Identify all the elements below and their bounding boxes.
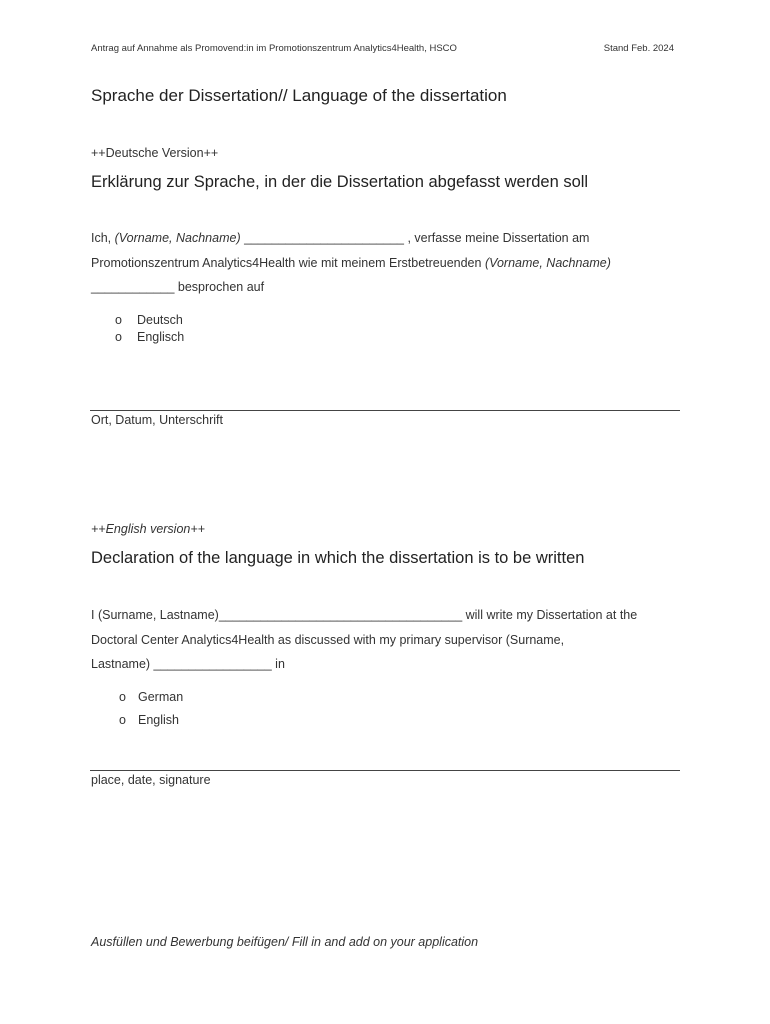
- footer-note: Ausfüllen und Bewerbung beifügen/ Fill in and add on your application: [91, 935, 479, 949]
- english-line-2: Doctoral Center Analytics4Health as discussed with my primary supervisor (Surname,: [91, 632, 565, 647]
- option-label: Deutsch: [137, 313, 183, 327]
- english-paragraph: [91, 603, 691, 677]
- german-paragraph: [91, 226, 691, 300]
- german-line-2-start: Promotionszentrum Analytics4Health wie mit meinem Erstbetreuenden: [91, 255, 485, 270]
- german-heading: Erklärung zur Sprache, in der die Dissertation abgefasst werden soll: [91, 173, 589, 191]
- option-label: German: [138, 690, 184, 704]
- german-line-2: [91, 251, 691, 276]
- german-supervisor-hint: (Vorname, Nachname): [484, 255, 611, 270]
- english-option-english[interactable]: [119, 713, 179, 727]
- english-line-3: Lastname) _________________ in: [91, 657, 285, 671]
- option-bullet-icon: o: [119, 690, 126, 704]
- german-option-deutsch[interactable]: [115, 313, 183, 327]
- german-line-1-start: Ich,: [91, 231, 115, 245]
- header-date: Stand Feb. 2024: [603, 43, 674, 54]
- option-bullet-icon: o: [119, 713, 126, 727]
- english-heading: Declaration of the language in which the dissertation is to be written: [91, 549, 585, 567]
- german-line-1-end: _______________________ , verfasse meine Dissertation am: [240, 231, 590, 245]
- option-bullet-icon: o: [115, 330, 122, 344]
- german-signature-caption: Ort, Datum, Unterschrift: [91, 413, 223, 427]
- header-left-text: Antrag auf Annahme als Promovend:in im Promotionszentrum Analytics4Health, HSCO: [91, 43, 457, 54]
- english-version-label: ++English version++: [91, 522, 205, 536]
- german-option-englisch[interactable]: [115, 330, 184, 344]
- german-version-label: ++Deutsche Version++: [91, 146, 219, 160]
- option-bullet-icon: o: [115, 313, 122, 327]
- option-label: English: [138, 713, 179, 727]
- german-line-3: ____________ besprochen auf: [91, 280, 265, 294]
- english-option-german[interactable]: [119, 690, 183, 704]
- page-title: Sprache der Dissertation// Language of the dissertation: [91, 86, 507, 105]
- german-signature-line: [90, 410, 680, 411]
- german-name-hint: (Vorname, Nachname): [114, 231, 241, 245]
- option-label: Englisch: [137, 330, 185, 344]
- german-line-1: [91, 226, 691, 251]
- english-signature-caption: place, date, signature: [91, 773, 211, 787]
- english-signature-line: [90, 770, 680, 771]
- english-line-1: I (Surname, Lastname)___________________________________ will write my Dissertation at the: [91, 608, 638, 622]
